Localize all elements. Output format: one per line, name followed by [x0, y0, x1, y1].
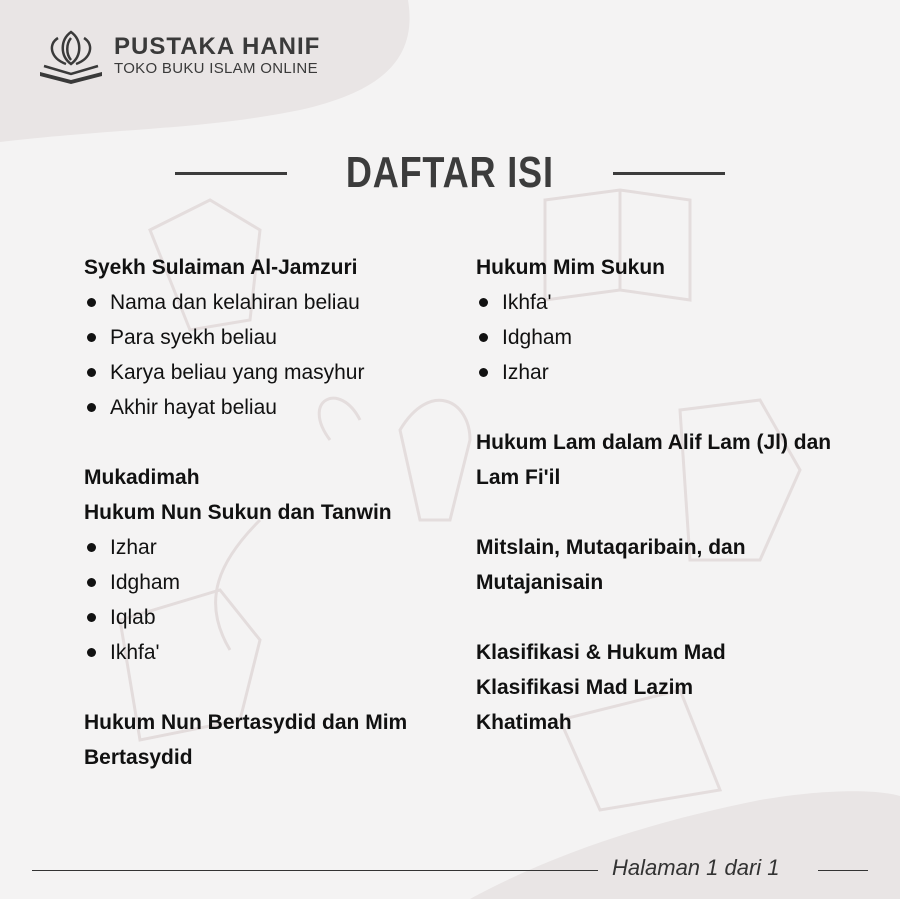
- page-title: DAFTAR ISI: [346, 148, 554, 197]
- toc-subitem: Izhar: [84, 530, 464, 565]
- toc-heading: Mitslain, Mutaqaribain, dan Mutajanisain: [476, 536, 746, 594]
- title-rule-right: [613, 172, 725, 175]
- toc-heading: Mukadimah: [84, 466, 200, 489]
- toc-subitem: Idgham: [84, 565, 464, 600]
- title-rule-left: [175, 172, 287, 175]
- toc-subitems: [476, 285, 856, 390]
- toc-subitem: Izhar: [476, 355, 856, 390]
- toc-subitem: Para syekh beliau: [84, 320, 464, 355]
- footer-rule-right: [818, 870, 868, 871]
- brand-name: PUSTAKA HANIF: [114, 33, 321, 60]
- toc-heading: Hukum Nun Bertasydid dan Mim Bertasydid: [84, 711, 408, 769]
- brand-header: [38, 28, 320, 84]
- toc-subitem: Akhir hayat beliau: [84, 390, 464, 425]
- toc-right-column: [476, 250, 856, 740]
- toc-heading: Hukum Lam dalam Alif Lam (Jl) dan Lam Fi'il: [476, 431, 832, 489]
- toc-subitem: Nama dan kelahiran beliau: [84, 285, 464, 320]
- toc-subitems: [84, 530, 464, 670]
- toc-left-column: [84, 250, 464, 775]
- toc-heading: Khatimah: [476, 711, 572, 734]
- title-row: [0, 148, 900, 198]
- toc-heading: Hukum Nun Sukun dan Tanwin: [84, 501, 392, 524]
- toc-subitem: Karya beliau yang masyhur: [84, 355, 464, 390]
- toc-subitems: [84, 285, 464, 425]
- toc-heading: Klasifikasi & Hukum Mad: [476, 641, 726, 664]
- toc-subitem: Ikhfa': [476, 285, 856, 320]
- brand-tagline: TOKO BUKU ISLAM ONLINE: [114, 60, 318, 77]
- toc-heading: Hukum Mim Sukun: [476, 256, 666, 279]
- page-indicator: Halaman 1 dari 1: [612, 855, 780, 880]
- toc-subitem: Iqlab: [84, 600, 464, 635]
- book-lotus-logo-icon: [38, 28, 104, 84]
- toc-subitem: Ikhfa': [84, 635, 464, 670]
- toc-heading: Syekh Sulaiman Al-Jamzuri: [84, 256, 358, 279]
- toc-heading: Klasifikasi Mad Lazim: [476, 676, 694, 699]
- footer-rule-left: [32, 870, 598, 871]
- toc-subitem: Idgham: [476, 320, 856, 355]
